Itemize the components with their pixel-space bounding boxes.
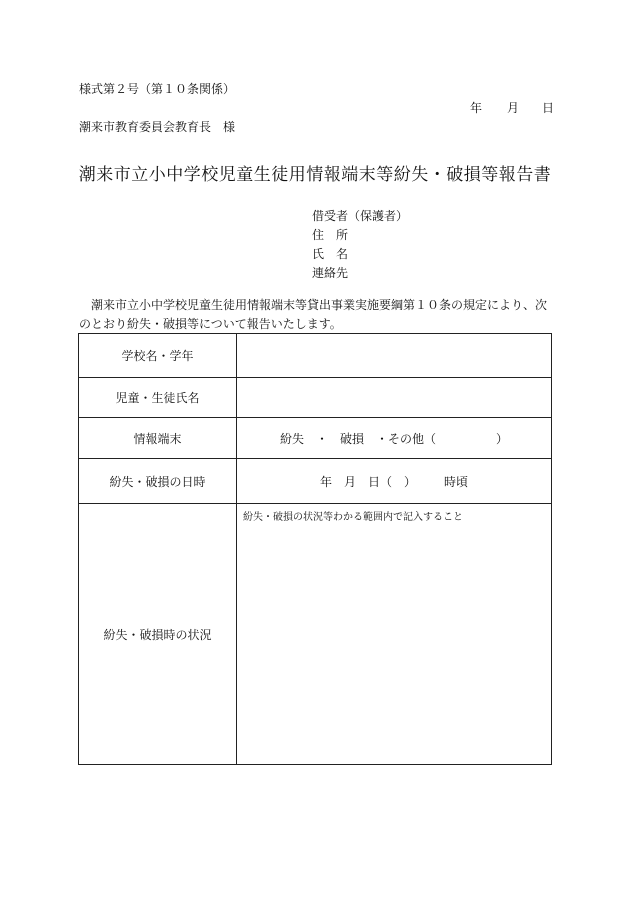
form-number: 様式第２号（第１０条関係） <box>79 82 236 96</box>
name-label: 氏 名 <box>312 247 349 261</box>
option-separator: ・ <box>315 431 328 446</box>
table-row <box>79 504 552 765</box>
student-name-label: 児童・生徒氏名 <box>79 378 237 418</box>
date-month-label: 月 <box>507 101 520 115</box>
option-loss[interactable]: 紛失 <box>279 431 304 446</box>
table-row <box>79 418 552 459</box>
date-day-label: 日 <box>542 101 555 115</box>
situation-note: 紛失・破損の状況等わかる範囲内で記入すること <box>243 512 463 523</box>
datetime-day: 日（ <box>367 474 392 489</box>
school-field[interactable] <box>237 334 552 378</box>
option-other-close: ） <box>496 431 509 446</box>
datetime-close: ） <box>404 474 417 489</box>
option-other[interactable]: ・その他（ <box>376 431 437 446</box>
document-title: 潮来市立小中学校児童生徒用情報端末等紛失・破損等報告書 <box>78 165 552 185</box>
borrower-label: 借受者（保護者） <box>312 209 409 223</box>
student-name-field[interactable] <box>237 378 552 418</box>
addressee: 潮来市教育委員会教育長 様 <box>79 120 236 134</box>
datetime-field[interactable] <box>237 459 552 504</box>
datetime-label: 紛失・破損の日時 <box>79 459 237 504</box>
datetime-month: 月 <box>343 474 356 489</box>
table-row <box>79 334 552 378</box>
address-label: 住 所 <box>312 228 349 242</box>
table-row <box>79 378 552 418</box>
option-damage[interactable]: 破損 <box>339 431 364 446</box>
school-label: 学校名・学年 <box>79 334 237 378</box>
situation-label: 紛失・破損時の状況 <box>79 504 237 765</box>
report-table <box>78 333 552 765</box>
table-row <box>79 459 552 504</box>
datetime-time: 時頃 <box>444 474 469 489</box>
contact-label: 連絡先 <box>312 266 349 280</box>
device-label: 情報端末 <box>79 418 237 459</box>
intro-paragraph: 潮来市立小中学校児童生徒用情報端末等貸出事業実施要綱第１０条の規定により、次のとおり紛失・破損等について報告いたします。 <box>79 298 548 331</box>
date-year-label: 年 <box>470 101 483 115</box>
situation-field[interactable] <box>237 504 552 765</box>
device-options[interactable] <box>237 418 552 459</box>
datetime-year: 年 <box>319 474 332 489</box>
